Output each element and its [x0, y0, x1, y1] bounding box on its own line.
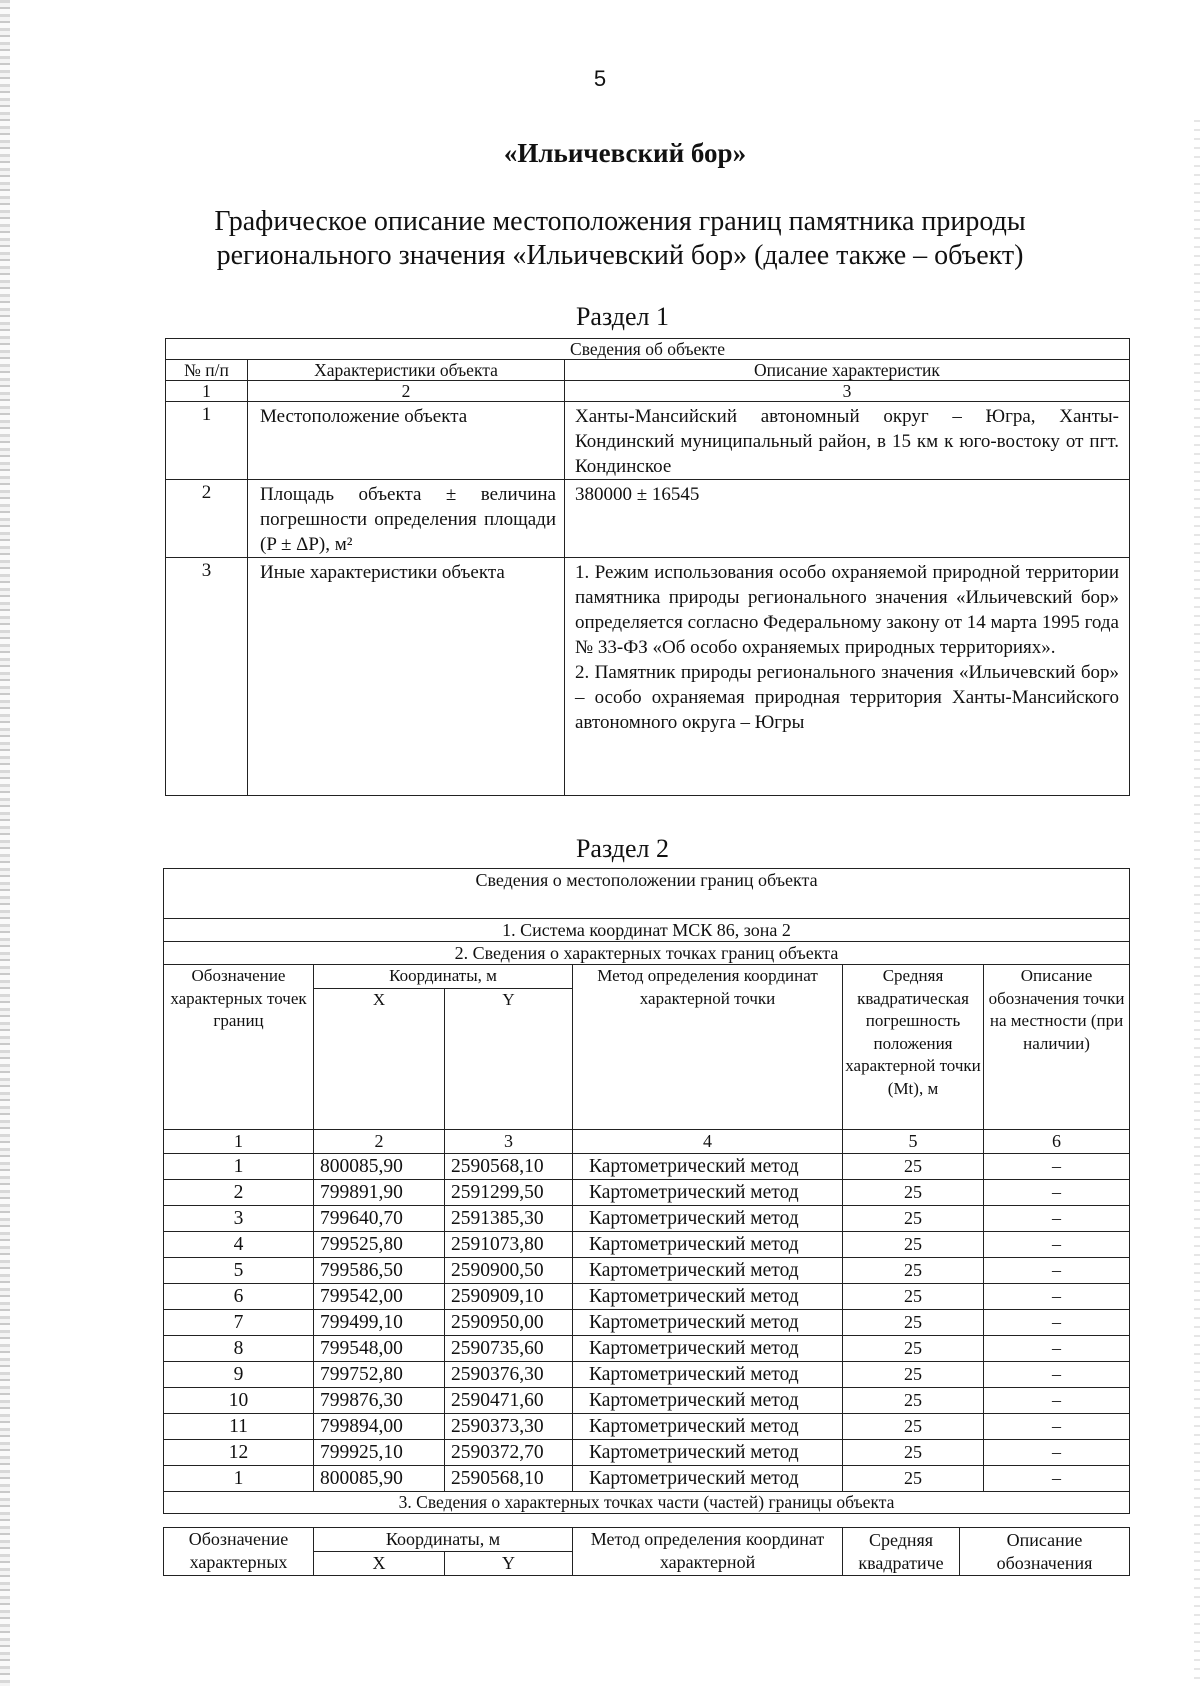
- y-coordinate: 2591385,30: [445, 1206, 573, 1232]
- characteristic-name: Иные характеристики объекта: [248, 558, 565, 796]
- table-row: [166, 480, 1130, 558]
- mean-square-error: 25: [843, 1284, 984, 1310]
- method: Картометрический метод: [573, 1258, 843, 1284]
- header-designation: Обозначение характерных точек границ: [164, 965, 314, 1130]
- header-description: Описание характеристик: [565, 360, 1130, 381]
- point-description: –: [984, 1154, 1130, 1180]
- mean-square-error: 25: [843, 1258, 984, 1284]
- header-y: Y: [445, 989, 573, 1130]
- point-label: 12: [164, 1440, 314, 1466]
- method: Картометрический метод: [573, 1388, 843, 1414]
- description-paragraph: 2. Памятник природы регионального значения «Ильичевский бор» – особо охраняемая природная территория Ханты-Мансийского автономного округа – Югры: [575, 662, 1119, 733]
- point-description: –: [984, 1206, 1130, 1232]
- method: Картометрический метод: [573, 1284, 843, 1310]
- header-point-description: Описание обозначения точки на местности (при наличии): [984, 965, 1130, 1130]
- point-label: 7: [164, 1310, 314, 1336]
- part-points-header-table: [163, 1527, 1130, 1576]
- x-coordinate: 799925,10: [314, 1440, 445, 1466]
- table-row: [164, 1258, 1130, 1284]
- method: Картометрический метод: [573, 1336, 843, 1362]
- row-number: 2: [166, 480, 248, 558]
- y-coordinate: 2590568,10: [445, 1466, 573, 1492]
- mean-square-error: 25: [843, 1362, 984, 1388]
- y-coordinate: 2591073,80: [445, 1232, 573, 1258]
- x-coordinate: 799752,80: [314, 1362, 445, 1388]
- column-number: 2: [314, 1130, 445, 1154]
- mean-square-error: 25: [843, 1414, 984, 1440]
- header-coordinates: Координаты, м: [314, 1528, 573, 1552]
- x-coordinate: 800085,90: [314, 1154, 445, 1180]
- section-1-heading: Раздел 1: [575, 302, 670, 331]
- table-row: [164, 1466, 1130, 1492]
- y-coordinate: 2590372,70: [445, 1440, 573, 1466]
- table-caption-row: [164, 869, 1130, 919]
- characteristic-description: 380000 ± 16545: [565, 480, 1130, 558]
- y-coordinate: 2590950,00: [445, 1310, 573, 1336]
- mean-square-error: 25: [843, 1336, 984, 1362]
- point-description: –: [984, 1388, 1130, 1414]
- point-label: 1: [164, 1154, 314, 1180]
- point-description: –: [984, 1414, 1130, 1440]
- table-caption: Сведения об объекте: [166, 339, 1130, 360]
- y-coordinate: 2590471,60: [445, 1388, 573, 1414]
- table-row: [164, 1310, 1130, 1336]
- mean-square-error: 25: [843, 1388, 984, 1414]
- method: Картометрический метод: [573, 1154, 843, 1180]
- y-coordinate: 2590909,10: [445, 1284, 573, 1310]
- point-description: –: [984, 1336, 1130, 1362]
- header-error: Средняя квадратиче: [843, 1528, 960, 1576]
- document-title: «Ильичевский бор»: [503, 138, 747, 168]
- header-point-description: Описание обозначения: [960, 1528, 1130, 1576]
- header-method: Метод определения координат характерной: [573, 1528, 843, 1576]
- table-row: [164, 1414, 1130, 1440]
- point-description: –: [984, 1258, 1130, 1284]
- section-2-heading: Раздел 2: [575, 834, 670, 863]
- method: Картометрический метод: [573, 1362, 843, 1388]
- header-x: X: [314, 989, 445, 1130]
- point-label: 6: [164, 1284, 314, 1310]
- point-description: –: [984, 1232, 1130, 1258]
- y-coordinate: 2590568,10: [445, 1154, 573, 1180]
- point-description: –: [984, 1466, 1130, 1492]
- x-coordinate: 799548,00: [314, 1336, 445, 1362]
- boundary-points-subheading: 2. Сведения о характерных точках границ объекта: [164, 942, 1130, 965]
- header-method: Метод определения координат характерной точки: [573, 965, 843, 1130]
- subheading-row: [164, 919, 1130, 942]
- boundary-points-table: [163, 868, 1130, 1514]
- header-error: Средняя квадратическая погрешность положения характерной точки (Mt), м: [843, 965, 984, 1130]
- characteristic-name: Площадь объекта ± величина погрешности определения площади (P ± ΔP), м²: [248, 480, 565, 558]
- table-header-row: [164, 965, 1130, 989]
- method: Картометрический метод: [573, 1466, 843, 1492]
- characteristic-description: Ханты-Мансийский автономный округ – Югра, Ханты-Кондинский муниципальный район, в 15 км к юго-востоку от пгт. Кондинское: [565, 402, 1130, 480]
- table-row: [164, 1284, 1130, 1310]
- column-number: 6: [984, 1130, 1130, 1154]
- point-label: 2: [164, 1180, 314, 1206]
- table-caption: Сведения о местоположении границ объекта: [164, 869, 1130, 919]
- row-number: 1: [166, 402, 248, 480]
- table-row: [164, 1180, 1130, 1206]
- header-y: Y: [445, 1552, 573, 1576]
- table-row: [164, 1388, 1130, 1414]
- column-number-row: [166, 381, 1130, 402]
- point-label: 11: [164, 1414, 314, 1440]
- part-points-subheading: 3. Сведения о характерных точках части (частей) границы объекта: [164, 1492, 1130, 1514]
- column-number: 3: [565, 381, 1130, 402]
- method: Картометрический метод: [573, 1310, 843, 1336]
- method: Картометрический метод: [573, 1414, 843, 1440]
- table-row: [164, 1206, 1130, 1232]
- characteristic-description: [565, 558, 1130, 796]
- y-coordinate: 2590900,50: [445, 1258, 573, 1284]
- column-number: 4: [573, 1130, 843, 1154]
- column-number: 1: [164, 1130, 314, 1154]
- table-header-row: [164, 1528, 1130, 1552]
- table-row: [164, 1440, 1130, 1466]
- method: Картометрический метод: [573, 1180, 843, 1206]
- mean-square-error: 25: [843, 1440, 984, 1466]
- x-coordinate: 799894,00: [314, 1414, 445, 1440]
- x-coordinate: 799891,90: [314, 1180, 445, 1206]
- x-coordinate: 800085,90: [314, 1466, 445, 1492]
- document-subtitle: Графическое описание местоположения границ памятника природы регионального значения «Ильичевский бор» (далее также – объект): [214, 206, 1026, 271]
- point-label: 10: [164, 1388, 314, 1414]
- table-header-row: [166, 360, 1130, 381]
- table-row: [166, 402, 1130, 480]
- point-label: 4: [164, 1232, 314, 1258]
- mean-square-error: 25: [843, 1466, 984, 1492]
- x-coordinate: 799876,30: [314, 1388, 445, 1414]
- x-coordinate: 799499,10: [314, 1310, 445, 1336]
- table-row: [164, 1154, 1130, 1180]
- method: Картометрический метод: [573, 1232, 843, 1258]
- column-number: 5: [843, 1130, 984, 1154]
- x-coordinate: 799525,80: [314, 1232, 445, 1258]
- scan-edge-right: [1194, 120, 1200, 1680]
- mean-square-error: 25: [843, 1310, 984, 1336]
- point-label: 1: [164, 1466, 314, 1492]
- header-coordinates: Координаты, м: [314, 965, 573, 989]
- object-info-table: [165, 338, 1130, 796]
- column-number: 3: [445, 1130, 573, 1154]
- table-row: [164, 1232, 1130, 1258]
- y-coordinate: 2590373,30: [445, 1414, 573, 1440]
- description-paragraph: 1. Режим использования особо охраняемой природной территории памятника природы регионального значения «Ильичевский бор» определяется согласно Федеральному закону от 14 марта 1995 года № 33-ФЗ «Об особо охраняемых природных территориях».: [575, 562, 1119, 658]
- header-characteristic: Характеристики объекта: [248, 360, 565, 381]
- header-designation: Обозначение характерных: [164, 1528, 314, 1576]
- column-number: 1: [166, 381, 248, 402]
- table-row: [164, 1336, 1130, 1362]
- mean-square-error: 25: [843, 1232, 984, 1258]
- point-description: –: [984, 1362, 1130, 1388]
- mean-square-error: 25: [843, 1206, 984, 1232]
- point-label: 5: [164, 1258, 314, 1284]
- point-description: –: [984, 1284, 1130, 1310]
- x-coordinate: 799542,00: [314, 1284, 445, 1310]
- y-coordinate: 2590735,60: [445, 1336, 573, 1362]
- method: Картометрический метод: [573, 1440, 843, 1466]
- characteristic-name: Местоположение объекта: [248, 402, 565, 480]
- x-coordinate: 799640,70: [314, 1206, 445, 1232]
- x-coordinate: 799586,50: [314, 1258, 445, 1284]
- point-description: –: [984, 1180, 1130, 1206]
- subheading-row: [164, 942, 1130, 965]
- subheading-row: [164, 1492, 1130, 1514]
- table-caption-row: [166, 339, 1130, 360]
- column-number-row: [164, 1130, 1130, 1154]
- point-label: 9: [164, 1362, 314, 1388]
- table-row: [164, 1362, 1130, 1388]
- point-description: –: [984, 1310, 1130, 1336]
- table-row: [166, 558, 1130, 796]
- mean-square-error: 25: [843, 1154, 984, 1180]
- y-coordinate: 2591299,50: [445, 1180, 573, 1206]
- header-x: X: [314, 1552, 445, 1576]
- y-coordinate: 2590376,30: [445, 1362, 573, 1388]
- column-number: 2: [248, 381, 565, 402]
- point-label: 8: [164, 1336, 314, 1362]
- point-description: –: [984, 1440, 1130, 1466]
- header-number: № п/п: [166, 360, 248, 381]
- mean-square-error: 25: [843, 1180, 984, 1206]
- coordinate-system-subheading: 1. Система координат МСК 86, зона 2: [164, 919, 1130, 942]
- page-number: 5: [593, 66, 607, 91]
- point-label: 3: [164, 1206, 314, 1232]
- row-number: 3: [166, 558, 248, 796]
- method: Картометрический метод: [573, 1206, 843, 1232]
